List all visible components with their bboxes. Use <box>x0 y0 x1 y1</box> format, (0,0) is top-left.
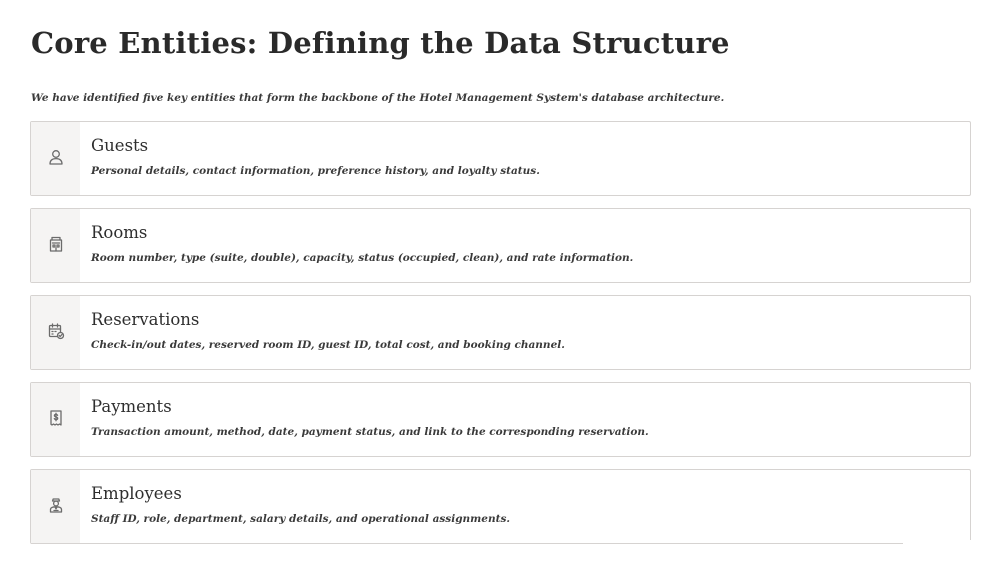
entity-icon-column <box>31 209 80 282</box>
entity-card-rooms <box>30 208 971 283</box>
user-icon <box>47 148 65 170</box>
entity-name: Rooms <box>91 223 148 242</box>
entity-name: Payments <box>91 397 172 416</box>
entity-text <box>80 122 540 195</box>
entity-text <box>80 209 633 282</box>
entity-description: Transaction amount, method, date, payment status, and link to the corresponding reservation. <box>91 426 649 438</box>
entity-name: Guests <box>91 136 149 155</box>
entity-icon-column <box>31 122 80 195</box>
entity-card-payments <box>30 382 971 457</box>
entity-icon-column <box>31 296 80 369</box>
entity-list <box>30 121 971 556</box>
entity-icon-column <box>31 383 80 456</box>
page-title: Core Entities: Defining the Data Structure <box>31 26 730 60</box>
entity-card-employees <box>30 469 971 544</box>
calendar-check-icon <box>47 322 65 344</box>
entity-name: Employees <box>91 484 182 503</box>
employee-icon <box>47 496 65 518</box>
entity-description: Staff ID, role, department, salary details, and operational assignments. <box>91 513 511 525</box>
entity-name: Reservations <box>91 310 200 329</box>
entity-description: Room number, type (suite, double), capacity, status (occupied, clean), and rate information. <box>91 252 634 264</box>
page-subtitle: We have identified five key entities that form the backbone of the Hotel Management System's database architecture. <box>31 92 725 104</box>
entity-card-reservations <box>30 295 971 370</box>
building-icon <box>47 235 65 257</box>
entity-description: Personal details, contact information, preference history, and loyalty status. <box>91 165 540 177</box>
entity-text <box>80 296 565 369</box>
card-edge <box>969 540 971 544</box>
entity-description: Check-in/out dates, reserved room ID, guest ID, total cost, and booking channel. <box>91 339 565 351</box>
entity-text <box>80 470 510 544</box>
entity-card-guests <box>30 121 971 196</box>
receipt-dollar-icon <box>47 409 65 431</box>
entity-icon-column <box>31 470 80 544</box>
entity-text <box>80 383 649 456</box>
